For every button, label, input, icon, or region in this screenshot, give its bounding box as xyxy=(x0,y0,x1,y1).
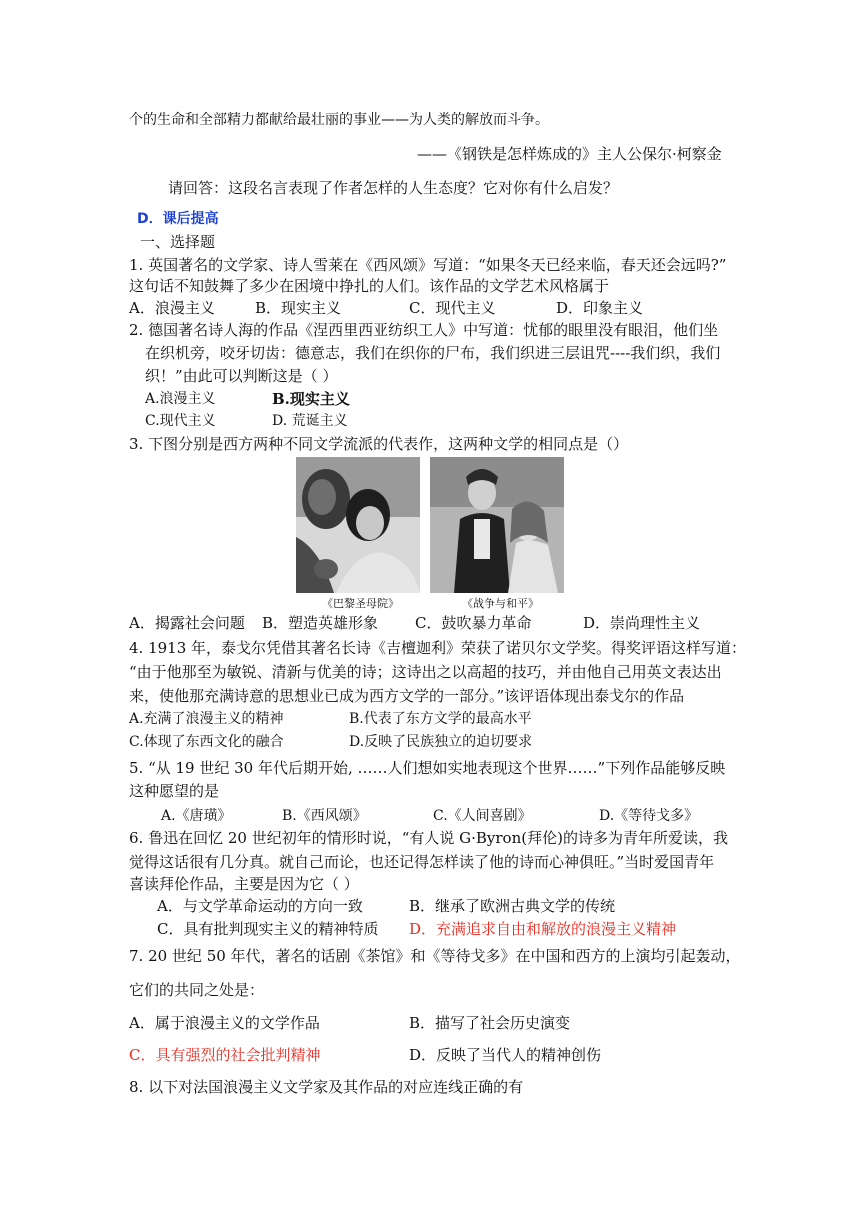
q3-option-d: D．崇尚理性主义 xyxy=(583,614,701,632)
q2-option-d: D. 荒诞主义 xyxy=(272,413,348,429)
q7-option-b: B．描写了社会历史演变 xyxy=(409,1014,571,1032)
q6-option-c: C．具有批判现实主义的精神特质 xyxy=(157,920,379,938)
q8-stem: 8. 以下对法国浪漫主义文学家及其作品的对应连线正确的有 xyxy=(129,1078,524,1096)
q5-option-b: B.《西风颂》 xyxy=(282,808,367,824)
q2-stem: 织！”由此可以判断这是（ ） xyxy=(145,367,338,385)
q6-option-d: D．充满追求自由和解放的浪漫主义精神 xyxy=(409,920,677,938)
q5-option-a: A.《唐璜》 xyxy=(161,808,232,824)
q3-option-c: C．鼓吹暴力革命 xyxy=(415,614,532,632)
quote-attribution: ——《钢铁是怎样炼成的》主人公保尔·柯察金 xyxy=(417,145,722,163)
part-heading: 一、选择题 xyxy=(140,233,216,251)
q6-stem: 6. 鲁迅在回忆 20 世纪初年的情形时说，“有人说 G·Byron(拜伦)的诗多为青年所爱读，我 xyxy=(129,829,728,847)
q4-stem: 来，使他那充满诗意的思想业已成为西方文学的一部分。”该评语体现出泰戈尔的作品 xyxy=(129,687,685,705)
q2-stem: 2. 德国著名诗人海的作品《涅西里西亚纺织工人》中写道：忧郁的眼里没有眼泪，他们坐 xyxy=(129,321,719,339)
q5-option-d: D.《等待戈多》 xyxy=(599,808,699,824)
q3-option-a: A．揭露社会问题 xyxy=(129,614,245,632)
q6-option-a: A．与文学革命运动的方向一致 xyxy=(157,897,363,915)
q2-option-a: A.浪漫主义 xyxy=(145,391,216,407)
section-heading: D．课后提高 xyxy=(137,211,219,227)
q4-option-c: C.体现了东西文化的融合 xyxy=(129,734,284,750)
q4-option-b: B.代表了东方文学的最高水平 xyxy=(349,711,532,727)
q1-option-c: C．现代主义 xyxy=(409,299,496,317)
q4-stem: “由于他那至为敏锐、清新与优美的诗；这诗出之以高超的技巧，并由他自己用英文表达出 xyxy=(129,663,722,681)
q1-option-d: D．印象主义 xyxy=(556,299,644,317)
q1-option-b: B．现实主义 xyxy=(255,299,342,317)
q3-figure xyxy=(296,457,564,613)
q7-option-c: C．具有强烈的社会批判精神 xyxy=(129,1046,321,1064)
notre-dame-photo xyxy=(296,457,420,593)
q7-stem: 它们的共同之处是： xyxy=(129,981,265,999)
q3-stem: 3. 下图分别是西方两种不同文学流派的代表作，这两种文学的相同点是（） xyxy=(129,435,629,453)
q5-stem: 这种愿望的是 xyxy=(129,782,220,800)
q4-option-a: A.充满了浪漫主义的精神 xyxy=(129,711,284,727)
q7-option-d: D．反映了当代人的精神创伤 xyxy=(409,1046,602,1064)
war-and-peace-photo xyxy=(430,457,564,593)
q2-stem: 在织机旁，咬牙切齿：德意志，我们在织你的尸布，我们织进三层诅咒----我们织，我们 xyxy=(145,344,721,362)
q1-stem: 1. 英国著名的文学家、诗人雪莱在《西风颂》写道：“如果冬天已经来临，春天还会远吗?” xyxy=(129,256,727,274)
reflection-question: 请回答：这段名言表现了作者怎样的人生态度？它对你有什么启发？ xyxy=(168,179,619,197)
q1-option-a: A．浪漫主义 xyxy=(129,299,215,317)
q2-option-b: B.现实主义 xyxy=(272,390,350,408)
q6-stem: 喜读拜伦作品，主要是因为它（ ） xyxy=(129,875,359,893)
q4-stem: 4. 1913 年，泰戈尔凭借其著名长诗《吉檀迦利》荣获了诺贝尔文学奖。得奖评语这样写道： xyxy=(129,639,747,657)
q1-stem: 这句话不知鼓舞了多少在困境中挣扎的人们。该作品的文学艺术风格属于 xyxy=(129,277,610,295)
q5-option-c: C.《人间喜剧》 xyxy=(433,808,532,824)
q7-option-a: A．属于浪漫主义的文学作品 xyxy=(129,1014,320,1032)
quote-line: 个的生命和全部精力都献给最壮丽的事业——为人类的解放而斗争。 xyxy=(129,112,549,128)
q2-option-c: C.现代主义 xyxy=(145,413,216,429)
q3-option-b: B．塑造英雄形象 xyxy=(262,614,379,632)
caption-notre-dame: 《巴黎圣母院》 xyxy=(322,597,399,610)
q7-stem: 7. 20 世纪 50 年代，著名的话剧《茶馆》和《等待戈多》在中国和西方的上演均引起轰动， xyxy=(129,947,741,965)
q6-option-b: B．继承了欧洲古典文学的传统 xyxy=(409,897,616,915)
q6-stem: 觉得这话很有几分真。就自己而论，也还记得怎样读了他的诗而心神俱旺。”当时爱国青年 xyxy=(129,853,715,871)
caption-war-and-peace: 《战争与和平》 xyxy=(462,597,539,610)
q5-stem: 5. “从 19 世纪 30 年代后期开始, ……人们想如实地表现这个世界……”下列作品能够反映 xyxy=(129,759,726,777)
q4-option-d: D.反映了民族独立的迫切要求 xyxy=(349,734,533,750)
